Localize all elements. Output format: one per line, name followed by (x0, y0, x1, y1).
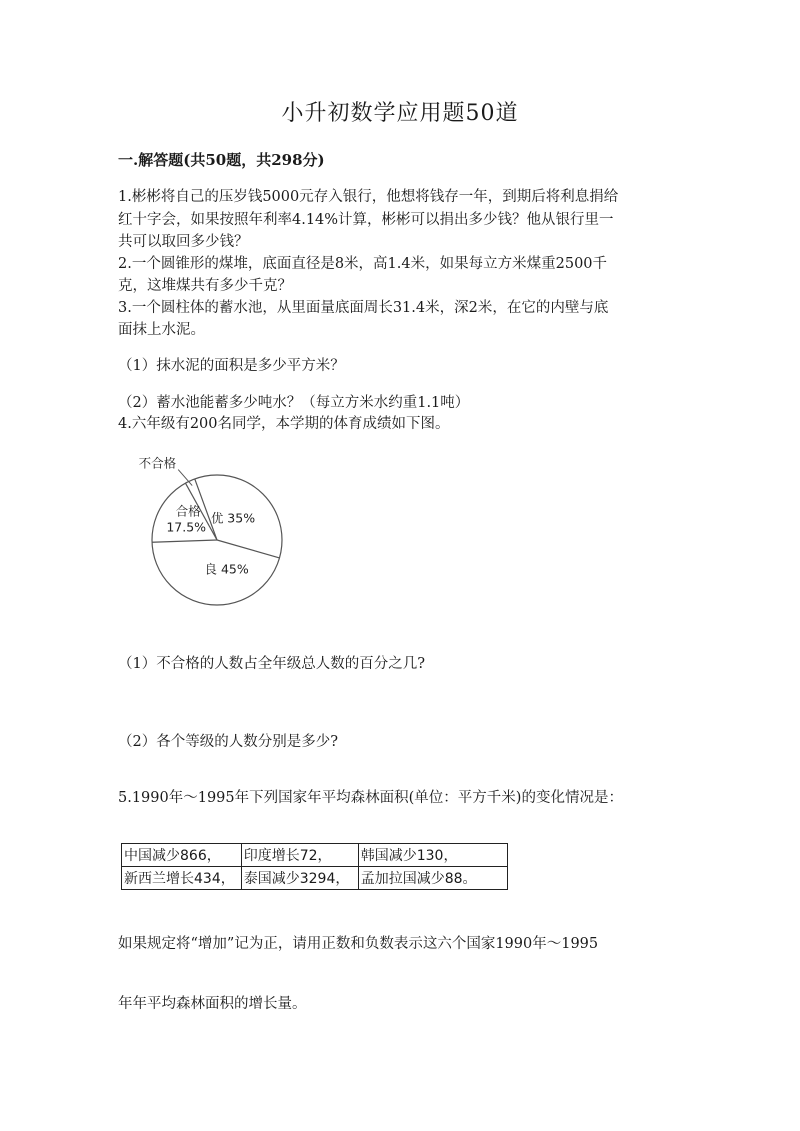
question-5-followup-line: 如果规定将“增加”记为正，请用正数和负数表示这六个国家1990年～1995 (118, 936, 599, 952)
table-cell: 印度增长72， (241, 844, 358, 867)
page-title: 小升初数学应用题50道 (281, 101, 519, 126)
question-4-text: 4.六年级有200名同学，本学期的体育成绩如下图。 (118, 416, 450, 432)
question-3-line: 3.一个圆柱体的蓄水池，从里面量底面周长31.4米，深2米，在它的内壁与底 (118, 300, 609, 316)
pie-slice-label: 优 35% (210, 510, 256, 526)
question-1-line: 1.彬彬将自己的压岁钱5000元存入银行，他想将钱存一年，到期后将利息捐给 (118, 189, 619, 205)
pie-slice-label: 良 45% (204, 561, 249, 577)
question-3-sub1: （1）抹水泥的面积是多少平方米？ (118, 358, 345, 374)
question-4-sub2: （2）各个等级的人数分别是多少? (118, 734, 338, 750)
pie-chart (122, 455, 322, 610)
table-row (122, 844, 508, 867)
table-cell: 韩国减少130， (358, 844, 507, 867)
question-2-line: 2.一个圆锥形的煤堆，底面直径是8米，高1.4米，如果每立方米煤重2500千 (118, 256, 608, 272)
table-cell: 泰国减少3294， (241, 867, 358, 890)
question-2-line: 克，这堆煤共有多少千克？ (118, 278, 292, 294)
section-heading: 一.解答题(共50题，共298分) (118, 151, 325, 169)
pie-chart-svg (122, 455, 322, 610)
table-cell: 中国减少866， (122, 844, 242, 867)
question-1-line: 共可以取回多少钱？ (118, 234, 249, 250)
question-3-line: 面抹上水泥。 (118, 322, 205, 338)
question-5-followup-line: 年年平均森林面积的增长量。 (118, 996, 307, 1012)
question-1-line: 红十字会，如果按照年利率4.14%计算，彬彬可以捐出多少钱？他从银行里一 (118, 212, 614, 228)
pie-slice-label: 合格 (175, 503, 201, 519)
pie-slice-label: 17.5% (166, 519, 207, 535)
question-3-sub2: （2）蓄水池能蓄多少吨水？（每立方米水约重1.1吨） (118, 395, 470, 411)
pie-slice-label: 不合格 (138, 455, 177, 471)
question-5-text: 5.1990年～1995年下列国家年平均森林面积(单位：平方千米)的变化情况是： (118, 790, 623, 806)
question-4-sub1: （1）不合格的人数占全年级总人数的百分之几? (118, 656, 425, 672)
forest-change-table (121, 843, 508, 890)
table-cell: 孟加拉国减少88。 (358, 867, 507, 890)
table-cell: 新西兰增长434， (122, 867, 242, 890)
table-row (122, 867, 508, 890)
